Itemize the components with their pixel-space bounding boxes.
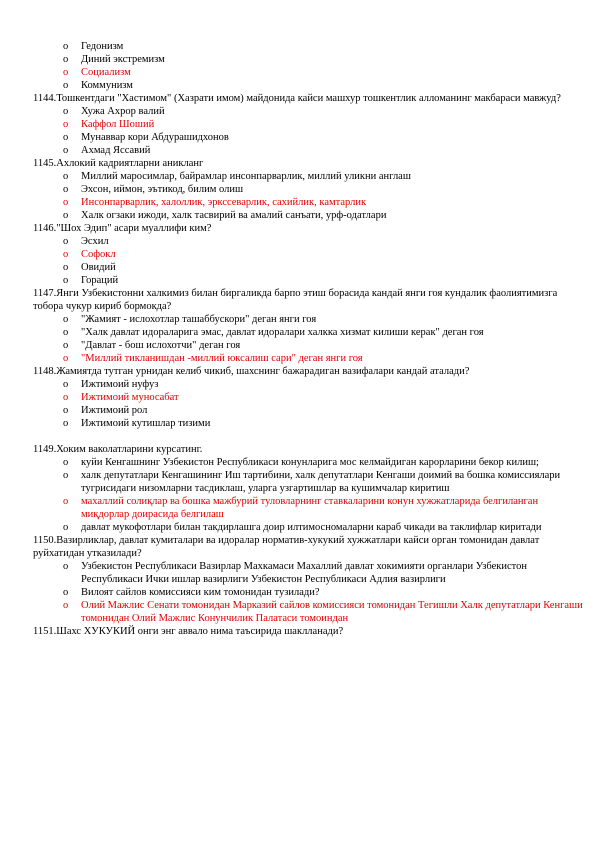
answer-options: [0, 456, 595, 534]
bullet-icon: o: [63, 587, 69, 598]
answer-option: [0, 378, 595, 391]
answer-option: [0, 144, 595, 157]
correct-answer-option: [0, 248, 595, 261]
answer-option: [0, 79, 595, 92]
option-text: Мунаввар кори Абдурашидхонов: [81, 132, 229, 143]
option-text: Гораций: [81, 275, 119, 286]
bullet-icon: o: [63, 418, 69, 429]
answer-options: [0, 105, 595, 157]
bullet-icon: o: [63, 54, 69, 65]
bullet-icon: o: [63, 379, 69, 390]
correct-answer-option: [0, 118, 595, 131]
answer-options: [0, 40, 595, 92]
option-text: Миллий маросимлар, байрамлар инсонпарварлик, миллий уликни англаш: [81, 171, 411, 182]
bullet-icon: o: [63, 145, 69, 156]
option-text: Инсонпарварлик, халоллик, эркссеварлик, сахийлик, камтарлик: [81, 197, 367, 208]
answer-options: [0, 313, 595, 365]
answer-option: [0, 404, 595, 417]
bullet-icon: o: [63, 600, 69, 611]
answer-option: [0, 261, 595, 274]
bullet-icon: o: [63, 210, 69, 221]
bullet-icon: o: [63, 106, 69, 117]
option-text: махаллий солиқлар ва бошка мажбурий туловларнинг ставкаларини конун хужжатларида белгиланган миқдорлар доирасида белгилаш: [81, 496, 539, 520]
answer-option: [0, 131, 595, 144]
option-text: Коммунизм: [81, 80, 133, 91]
bullet-icon: o: [63, 236, 69, 247]
answer-options: [0, 378, 595, 430]
bullet-icon: o: [63, 353, 69, 364]
answer-option: [0, 417, 595, 430]
bullet-icon: o: [63, 132, 69, 143]
question-text: 1147.Янги Узбекистонни халкимиз билан биргаликда барпо этиш борасида кандай янги гоя кундалик фаолиятимизга тобора чукур кириб бормокда?: [33, 288, 558, 312]
bullet-icon: o: [63, 249, 69, 260]
option-text: Овидий: [81, 262, 116, 273]
question-text: 1145.Ахлокий кадриятларни аникланг: [33, 158, 204, 169]
option-text: халк депутатлари Кенгашининг Иш тартибини, халк депутатлари Кенгаши доимий ва бошка комиссиялари тугрисидаги низомларни тасдиклаш, уларга узгартишлар ва кушимчалар киритиш: [81, 470, 561, 494]
bullet-icon: o: [63, 496, 69, 507]
answer-option: [0, 313, 595, 326]
bullet-icon: o: [63, 184, 69, 195]
option-text: "Халк давлат идораларига эмас, давлат идоралари халкка хизмат килиши керак" деган гоя: [81, 327, 484, 338]
option-text: Каффол Шоший: [81, 119, 155, 130]
answer-option: [0, 183, 595, 196]
answer-option: [0, 560, 595, 586]
option-text: Ижтимоий нуфуз: [81, 379, 159, 390]
question-text: 1148.Жамиятда тутган урнидан келиб чикиб, шахснинг бажарадиган вазифалари кандай аталади?: [33, 366, 470, 377]
bullet-icon: o: [63, 405, 69, 416]
option-text: Гедонизм: [81, 41, 124, 52]
answer-option: [0, 469, 595, 495]
answer-option: [0, 40, 595, 53]
option-text: Хужа Ахрор валий: [81, 106, 165, 117]
option-text: "Миллий тикланишдан -миллий юксалиш сари" деган янги гоя: [81, 353, 363, 364]
question-text: 1151.Шахс ХУКУКИЙ онги энг аввало нима таъсирида шаклланади?: [33, 626, 344, 637]
option-text: Эхсон, иймон, эътикод, билим олиш: [81, 184, 244, 195]
option-text: Ижтимоий муносабат: [81, 392, 179, 403]
answer-option: [0, 586, 595, 599]
answer-options: [0, 170, 595, 222]
correct-answer-option: [0, 196, 595, 209]
bullet-icon: o: [63, 340, 69, 351]
answer-option: [0, 274, 595, 287]
option-text: Узбекистон Республикаси Вазирлар Махкамаси Махаллий давлат хокимияти органлари Узбекистон Республикаси Ички ишлар вазирлиги Узбекистон Республикаси Адлия вазирлиги: [81, 561, 527, 585]
answer-option: [0, 170, 595, 183]
bullet-icon: o: [63, 314, 69, 325]
answer-options: [0, 560, 595, 625]
bullet-icon: o: [63, 275, 69, 286]
bullet-icon: o: [63, 197, 69, 208]
question-text: 1150.Вазирликлар, давлат кумиталари ва идоралар норматив-хукукий хужжатлари кайси орган томонидан давлат руйхатидан утказилади?: [33, 535, 540, 559]
option-text: Социализм: [81, 67, 131, 78]
question-text: 1144.Тошкентдаги "Хастимом" (Хазрати имом) майдонида кайси машхур тошкентлик алломанинг макбараси мавжуд?: [33, 93, 561, 104]
option-text: Халк огзаки ижоди, халк тасвирий ва амалий санъати, урф-одатлари: [81, 210, 387, 221]
bullet-icon: o: [63, 327, 69, 338]
correct-answer-option: [0, 495, 595, 521]
correct-answer-option: [0, 391, 595, 404]
answer-option: [0, 105, 595, 118]
answer-option: [0, 339, 595, 352]
option-text: Ахмад Яссавий: [81, 145, 151, 156]
option-text: куйи Кенгашнинг Узбекистон Республикаси конунларига мос келмайдиган карорларини бекор килиш;: [81, 457, 539, 468]
document-page: [0, 40, 595, 638]
option-text: Диний экстремизм: [81, 54, 165, 65]
bullet-icon: o: [63, 470, 69, 481]
correct-answer-option: [0, 352, 595, 365]
answer-options: [0, 235, 595, 287]
bullet-icon: o: [63, 41, 69, 52]
option-text: давлат мукофотлари билан такдирлашга доир илтимосномаларни караб чикади ва таклифлар киритади: [81, 522, 542, 533]
bullet-icon: o: [63, 561, 69, 572]
bullet-icon: o: [63, 522, 69, 533]
bullet-icon: o: [63, 119, 69, 130]
question-text: 1146."Шох Эдип" асари муаллифи ким?: [33, 223, 212, 234]
answer-option: [0, 326, 595, 339]
bullet-icon: o: [63, 262, 69, 273]
answer-option: [0, 235, 595, 248]
bullet-icon: o: [63, 392, 69, 403]
option-text: Ижтимоий рол: [81, 405, 148, 416]
correct-answer-option: [0, 66, 595, 79]
bullet-icon: o: [63, 80, 69, 91]
blank-line: [0, 430, 595, 443]
option-text: Эсхил: [81, 236, 109, 247]
option-text: Олий Мажлис Сенати томонидан Марказий сайлов комиссияси томонидан Тегишли Халк депутатлари Кенгаши томонидан Олий Мажлис Конунчилик Палатаси томоиндан: [81, 600, 583, 624]
answer-option: [0, 521, 595, 534]
answer-option: [0, 53, 595, 66]
option-text: Ижтимоий кутишлар тизими: [81, 418, 211, 429]
option-text: "Давлат - бош ислохотчи" деган гоя: [81, 340, 241, 351]
answer-option: [0, 456, 595, 469]
option-text: "Жамият - ислохотлар ташаббускори" деган янги гоя: [81, 314, 317, 325]
option-text: Вилоят сайлов комиссияси ким томонидан тузилади?: [81, 587, 320, 598]
question-text: 1149.Хоким ваколатларини курсатинг.: [33, 444, 203, 455]
bullet-icon: o: [63, 171, 69, 182]
correct-answer-option: [0, 599, 595, 625]
option-text: Софокл: [81, 249, 116, 260]
bullet-icon: o: [63, 67, 69, 78]
bullet-icon: o: [63, 457, 69, 468]
answer-option: [0, 209, 595, 222]
